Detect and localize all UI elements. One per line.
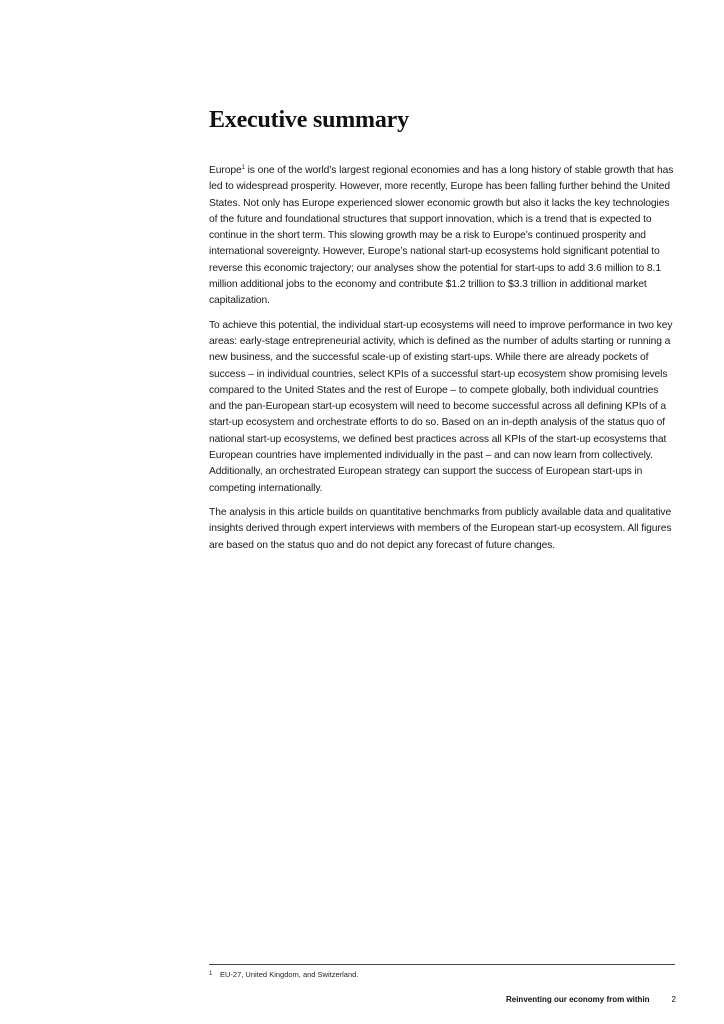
paragraph-1-lead: Europe	[209, 165, 242, 176]
footnote-divider	[209, 964, 675, 965]
page-footer	[506, 994, 676, 1006]
paragraph-1	[209, 163, 677, 310]
footnote	[209, 968, 358, 981]
page-number: 2	[671, 995, 676, 1004]
footnote-text: EU-27, United Kingdom, and Switzerland.	[220, 970, 359, 979]
footnote-number: 1	[209, 971, 213, 977]
paragraph-1-text: is one of the world’s largest regional economies and has a long history of stable growth that has led to widespread prosperity. However, more recently, Europe has been falling further behind the United States. Not only has Europe experienced slower economic growth but also it lacks the key technologies of the future and foundational structures that support innovation, which is a trend that is expected to continue in the short term. This slowing growth may be a risk to Europe’s continued prosperity and international sovereignty. However, Europe’s national start-up ecosystems hold significant potential to reverse this economic trajectory; our analyses show the potential for start-ups to add 3.6 million to 8.1 million additional jobs to the economy and contribute $1.2 trillion to $3.3 trillion in additional market capitalization.	[209, 165, 674, 307]
body-text	[209, 163, 677, 562]
paragraph-2: To achieve this potential, the individual start-up ecosystems will need to improve performance in two key areas: early-stage entrepreneurial activity, which is defined as the number of adults starting or running a new business, and the successful scale-up of existing start-ups. While there are already pockets of success – in individual countries, select KPIs of a successful start-up ecosystem show promising levels compared to the United States and the rest of Europe – to compete globally, both individual countries and the pan-European start-up ecosystem will need to become successful across all defining KPIs of a start-up ecosystem and orchestrate efforts to do so. Based on an in-depth analysis of the status quo of national start-up ecosystems, we defined best practices across all KPIs of the start-up ecosystems that European countries have implemented individually in the past – and can now learn from collectively. Additionally, an orchestrated European strategy can support the success of European start-ups in competing internationally.	[209, 319, 673, 494]
footnote-reference: 1	[241, 165, 245, 171]
footer-title: Reinventing our economy from within	[505, 995, 650, 1004]
paragraph-3: The analysis in this article builds on quantitative benchmarks from publicly available data and qualitative insights derived through expert interviews with members of the European start-up ecosystem. All figures are based on the status quo and do not depict any forecast of future changes.	[209, 506, 672, 551]
page-title: Executive summary	[209, 107, 409, 133]
